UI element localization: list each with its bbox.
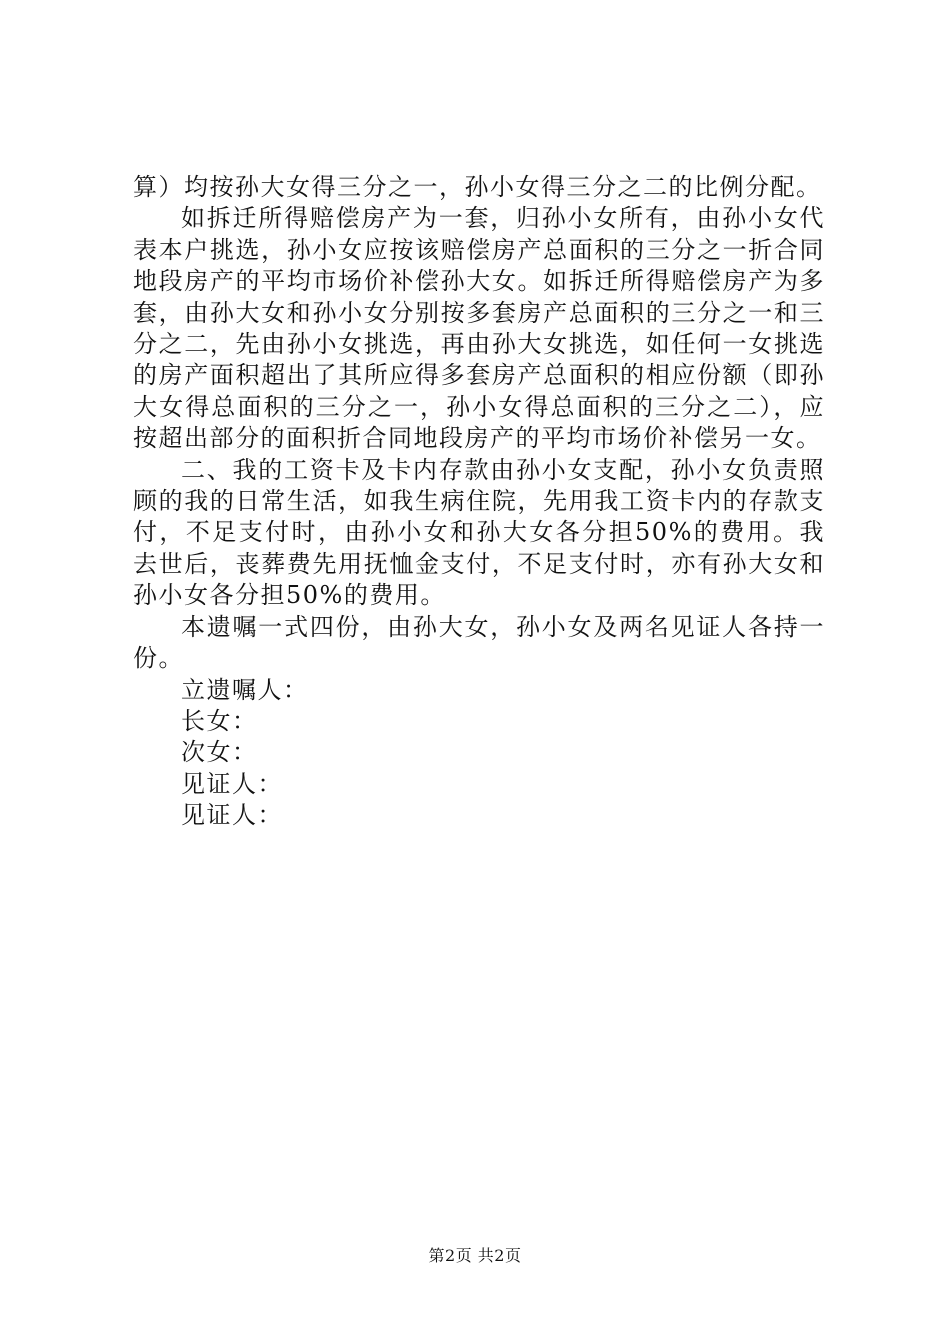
- paragraph-demolition-compensation: 如拆迁所得赔偿房产为一套，归孙小女所有，由孙小女代表本户挑选，孙小女应按该赔偿房产总面积的三分之一折合同地段房产的平均市场价补偿孙大女。如拆迁所得赔偿房产为多套，由孙大女和孙小女分别按多套房产总面积的三分之一和三分之二，先由孙小女挑选，再由孙大女挑选，如任何一女挑选的房产面积超出了其所应得多套房产总面积的相应份额（即孙大女得总面积的三分之一，孙小女得总面积的三分之二），应按超出部分的面积折合同地段房产的平均市场价补偿另一女。: [133, 204, 825, 453]
- signature-eldest-daughter: 长女：: [181, 706, 258, 735]
- paragraph-salary-card: 二、我的工资卡及卡内存款由孙小女支配，孙小女负责照顾的我的日常生活，如我生病住院，先用我工资卡内的存款支付，不足支付时，由孙小女和孙大女各分担50%的费用。我去世后，丧葬费先用抚恤金支付，不足支付时，亦有孙大女和孙小女各分担50%的费用。: [133, 455, 825, 610]
- paragraph-continuation: 算）均按孙大女得三分之一，孙小女得三分之二的比例分配。: [133, 173, 822, 201]
- signature-testator: 立遗嘱人：: [181, 675, 309, 704]
- signature-witness-1: 见证人：: [181, 769, 283, 798]
- document-body: [133, 172, 825, 832]
- paragraph-copies: 本遗嘱一式四份，由孙大女，孙小女及两名见证人各持一份。: [133, 612, 825, 673]
- signature-second-daughter: 次女：: [181, 738, 258, 767]
- page-footer: 第2页 共2页: [428, 1246, 522, 1265]
- signature-witness-2: 见证人：: [181, 801, 283, 830]
